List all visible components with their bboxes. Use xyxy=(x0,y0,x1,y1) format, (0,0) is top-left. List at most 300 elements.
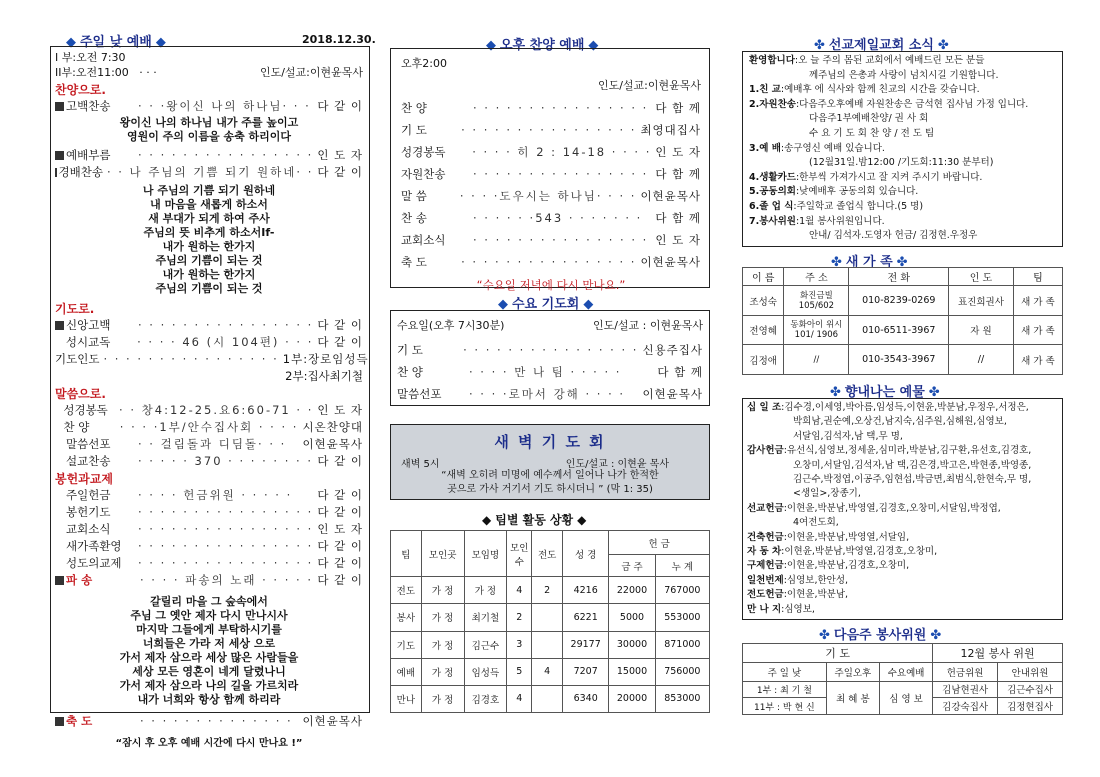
table-cell: 20000 xyxy=(609,685,655,712)
order-row xyxy=(55,334,363,351)
news-value: :주일학교 졸업식 합니다.(5 명) xyxy=(793,200,924,212)
newfamily-th: 인 도 xyxy=(949,268,1014,286)
news-key: 3.예 배 xyxy=(749,142,781,154)
diamond-icon: ◆ xyxy=(155,35,166,50)
news-line xyxy=(749,156,1058,171)
order-detail: · · · · · · · · · · · · · · · · xyxy=(473,233,649,247)
offering-key xyxy=(747,487,793,501)
table-cell xyxy=(532,604,563,631)
service-leader: 인도/설교:이현윤목사 xyxy=(259,66,363,79)
offering-value: <생일>,장종기, xyxy=(793,488,861,500)
offering-line xyxy=(747,487,1058,501)
lyric-line: 영원이 주의 이름을 송축 하리이다 xyxy=(126,130,292,143)
order-label: 봉헌기도 xyxy=(66,505,111,519)
news-line xyxy=(749,171,1058,186)
order-detail: · · · ·로마서 강해 · · · · xyxy=(469,387,626,401)
sunday-service-box xyxy=(50,46,370,749)
order-person: 인 도 자 xyxy=(317,522,363,536)
lyric-line: 너희들은 가라 저 세상 으로 xyxy=(142,637,276,650)
cross-icon: ✤ xyxy=(896,255,908,270)
offering-value: :이현윤,박분남,박영열,김경호,오창미, xyxy=(781,546,938,558)
table-cell: 가 정 xyxy=(464,577,507,604)
order-row xyxy=(397,339,703,361)
service-heading: 봉헌과교제 xyxy=(55,472,113,486)
service-time-1: I 부:오전 7:30 xyxy=(55,51,126,64)
offering-line xyxy=(747,603,1058,617)
word-heading: 말씀으로. xyxy=(55,387,106,401)
order-detail: · · · · · · · · · · · · · · · · xyxy=(473,167,649,181)
news-key xyxy=(749,127,809,142)
order-detail: · · ·왕이신 나의 하나님· · · xyxy=(138,99,311,113)
news-value: :다음주오후예배 자원찬송은 금석현 집사님 가정 입니다. xyxy=(795,98,1029,110)
th-count: 모인 수 xyxy=(507,531,532,577)
order-detail: · · · · · 370 · · · · · · · · xyxy=(138,454,313,468)
table-cell: 4 xyxy=(507,685,532,712)
newfamily-table xyxy=(742,267,1063,375)
order-person: 다 함 께 xyxy=(655,211,701,225)
th-total: 누 계 xyxy=(655,555,709,577)
news-line xyxy=(749,142,1058,157)
order-detail: · · · · · · · · · · · · · · · · xyxy=(138,318,314,332)
offering-value: 김근수,박정엽,이공주,임현섭,박금면,최범식,한현숙,무 명, xyxy=(793,474,1032,486)
wednesday-leader: 인도/설교 : 이현윤목사 xyxy=(592,319,703,332)
order-detail: · · · · · · · · · · · · · · · · xyxy=(103,352,279,366)
order-detail: · · · · 만 나 팀 · · · · · xyxy=(469,365,622,379)
volunteer-column: 주 일 낮 xyxy=(743,662,827,681)
lyric-line: 내가 너희와 항상 함께 하리라 xyxy=(137,693,281,706)
order-label: 찬 송 xyxy=(401,211,427,225)
news-value: 다음주1부예배찬양/ 권 사 회 xyxy=(809,113,929,125)
news-line xyxy=(749,54,1058,69)
cross-icon: ✤ xyxy=(937,38,949,53)
news-line xyxy=(749,229,1058,244)
vol-guide-1: 김근수집사 xyxy=(998,681,1063,698)
volunteers-columns xyxy=(743,662,1063,681)
table-cell: 김정애 xyxy=(743,345,784,375)
offering-value: :이현윤,박분남,박영열,서달임, xyxy=(783,531,910,543)
table-cell: 새 가 족 xyxy=(1013,315,1062,345)
afternoon-service-box xyxy=(390,48,710,292)
table-row xyxy=(743,315,1063,345)
order-row xyxy=(55,147,363,164)
diamond-icon: ◆ xyxy=(577,513,587,527)
order-detail: · · · ·도우시는 하나님· · · · xyxy=(459,189,637,203)
vol-guide-2: 김정현집사 xyxy=(998,698,1063,715)
offering-key: 건축헌금 xyxy=(747,531,784,543)
news-line xyxy=(749,200,1058,215)
table-cell xyxy=(532,685,563,712)
order-row xyxy=(401,163,701,185)
order-label: 찬 양 xyxy=(397,365,423,379)
service-time-2: II부:오전11:00 xyxy=(55,66,129,79)
offering-line xyxy=(747,531,1058,545)
news-value: :예배후 에 식사와 함께 친교의 시간을 갖습니다. xyxy=(780,84,980,96)
order-person: 다 같 이 xyxy=(317,488,363,502)
order-row xyxy=(401,251,701,273)
order-row xyxy=(55,419,363,436)
offering-line xyxy=(747,516,1058,530)
lyric-line: 세상 모든 영혼이 네게 달렸나니 xyxy=(132,665,286,678)
lyric-line: 왕이신 나의 하나님 내가 주를 높이고 xyxy=(119,116,299,129)
offering-line xyxy=(747,401,1058,415)
order-row xyxy=(55,453,363,470)
wednesday-time: 수요일(오후 7시30분) xyxy=(397,319,505,332)
order-person: 다 같 이 xyxy=(317,165,363,179)
order-detail: · · · · · · · · · · · · · · · · xyxy=(461,255,637,269)
table-cell: 3 xyxy=(507,631,532,658)
order-detail: · · · · · · · · · · · · · · · · xyxy=(138,148,314,162)
table-cell: 7207 xyxy=(563,658,609,685)
table-cell: 22000 xyxy=(609,577,655,604)
cross-icon: ✤ xyxy=(814,38,825,53)
news-key xyxy=(749,69,809,84)
th-leader: 모임명 xyxy=(464,531,507,577)
table-cell: 010-8239-0269 xyxy=(849,286,949,316)
table-cell: 전영혜 xyxy=(743,315,784,345)
order-row xyxy=(401,119,701,141)
order-person: 인 도 자 xyxy=(655,233,701,247)
order-row xyxy=(55,402,363,419)
order-person: 다 같 이 xyxy=(317,99,363,113)
table-row xyxy=(391,577,710,604)
table-cell: 6340 xyxy=(563,685,609,712)
order-row xyxy=(397,383,703,405)
offering-value: :이현윤,박분남, xyxy=(783,589,849,601)
section-title-sunday: ◆ 주일 낮 예배 ◆ xyxy=(66,35,166,50)
section-title-offering: ✤ 향내나는 예물 ✤ xyxy=(830,385,940,400)
offering-key xyxy=(747,415,793,429)
offering-key xyxy=(747,473,793,487)
newfamily-th: 이 름 xyxy=(743,268,784,286)
table-cell: 최기철 xyxy=(464,604,507,631)
order-detail: · · 걸림돌과 디딤돌· · · xyxy=(138,437,287,451)
order-label: 경배찬송 xyxy=(58,165,103,179)
table-cell: 기도 xyxy=(391,631,422,658)
cross-icon: ✤ xyxy=(830,385,841,400)
news-key xyxy=(749,229,809,244)
order-detail: · · · · · · · · · · · · · · · · xyxy=(138,522,314,536)
order-row xyxy=(55,351,369,368)
table-cell: 봉사 xyxy=(391,604,422,631)
cross-icon: ✤ xyxy=(831,255,842,270)
order-label: 말 씀 xyxy=(401,189,427,203)
offering-value: 서달임,김석자,남 택,무 명, xyxy=(793,430,903,442)
table-cell: 가 정 xyxy=(421,658,464,685)
offering-line xyxy=(747,545,1058,559)
order-person: 다 같 이 xyxy=(317,454,363,468)
section-title-teams: ◆ 팀별 활동 상황 ◆ xyxy=(482,513,587,527)
dawn-title: 새 벽 기 도 회 xyxy=(494,433,606,451)
order-detail: · · · · · ·543 · · · · · · · xyxy=(473,211,643,225)
closing-note: “잠시 후 오후 예배 시간에 다시 만나요 !” xyxy=(115,738,303,749)
order-row xyxy=(397,361,703,383)
th-offering: 헌 금 xyxy=(609,531,710,555)
section-title-wednesday: ◆ 수요 기도회 ◆ xyxy=(498,297,594,312)
order-label: 신앙고백 xyxy=(66,318,111,332)
offering-line xyxy=(747,430,1058,444)
news-lines xyxy=(749,54,1058,244)
table-cell: 표진희권사 xyxy=(949,286,1014,316)
news-value: :송구영신 예배 있습니다. xyxy=(780,142,885,154)
table-row xyxy=(743,345,1063,375)
order-person: 다 같 이 xyxy=(317,505,363,519)
order-label: 주일헌금 xyxy=(66,488,111,502)
vol-offering-1: 김남현권사 xyxy=(933,681,998,698)
lyric-line: 새 부대가 되게 하여 주사 xyxy=(148,212,270,225)
table-row xyxy=(391,658,710,685)
order-label: 성도의교제 xyxy=(66,556,122,570)
news-value: 안내/ 김석자.도영자 헌금/ 김정현.우정우 xyxy=(809,230,978,242)
table-cell: 예배 xyxy=(391,658,422,685)
square-icon xyxy=(55,717,64,726)
order-row xyxy=(401,97,701,119)
offering-value: :이현윤,박분남,김경호,오창미, xyxy=(783,560,910,572)
table-cell: 853000 xyxy=(655,685,709,712)
prayer-items xyxy=(55,317,369,368)
diamond-icon: ◆ xyxy=(486,38,496,53)
prayer-leader-2: 2부:집사최기철 xyxy=(285,369,363,383)
news-value: :한부씩 가져가시고 잘 지켜 주시기 바랍니다. xyxy=(795,171,983,183)
news-value: :낮예배후 공동의회 있습니다. xyxy=(795,186,919,198)
order-person: 최영대집사 xyxy=(640,123,701,137)
table-cell: 29177 xyxy=(563,631,609,658)
table-cell: 동화아이 위시101/ 1906 xyxy=(784,315,849,345)
th-bible: 성 경 xyxy=(563,531,609,577)
table-cell: 15000 xyxy=(609,658,655,685)
dawn-leader: 인도/설교 : 이현윤 목사 xyxy=(565,459,669,470)
square-icon xyxy=(55,321,64,330)
news-value: (12월31일.밤12:00 /기도회:11:30 분부터) xyxy=(809,157,994,169)
order-person: 다 함 께 xyxy=(655,101,701,115)
table-cell: 화진금빌 105/602 xyxy=(784,286,849,316)
lyrics-1 xyxy=(55,116,363,144)
order-person: 인 도 자 xyxy=(317,403,363,417)
table-cell: 5 xyxy=(507,658,532,685)
table-cell: 767000 xyxy=(655,577,709,604)
offering-line xyxy=(747,415,1058,429)
section-title-newfamily: ✤ 새 가 족 ✤ xyxy=(831,255,908,270)
offering-line xyxy=(747,574,1058,588)
praise-items xyxy=(55,98,363,115)
order-person: 다 같 이 xyxy=(317,556,363,570)
news-key: 1.친 교 xyxy=(749,84,781,96)
newfamily-th: 팀 xyxy=(1013,268,1062,286)
offering-key xyxy=(747,516,793,530)
order-person: 다 같 이 xyxy=(317,335,363,349)
order-label: 기도인도 xyxy=(55,352,100,366)
lyric-line: 주님의 기쁨이 되는 것 xyxy=(155,282,263,295)
order-person: 시온찬양대 xyxy=(302,420,363,434)
offering-key: 만 나 지 xyxy=(747,603,782,615)
table-cell: 임성득 xyxy=(464,658,507,685)
afternoon-time: 오후2:00 xyxy=(401,57,447,70)
lyric-line: 내가 원하는 한가지 xyxy=(162,240,256,253)
lyric-line: 주님의 뜻 비추게 하소서If- xyxy=(143,226,275,239)
order-row xyxy=(55,317,363,334)
news-line xyxy=(749,98,1058,113)
news-key xyxy=(749,156,809,171)
order-label: 기 도 xyxy=(397,343,423,357)
news-line xyxy=(749,185,1058,200)
order-detail: · · · · · · · · · · · · · · · · xyxy=(461,123,637,137)
offering-value: 오창미,서달임,김석자,남 택,김은경,박고은,박현종,박영종, xyxy=(793,459,1032,471)
order-detail: · · · · · · · · · · · · · · · · xyxy=(463,343,639,357)
lyrics-3 xyxy=(55,595,363,707)
order-detail: · · 나 주님의 기쁨 되기 원하네· · xyxy=(106,165,314,179)
table-cell: 30000 xyxy=(609,631,655,658)
order-person: 이현윤목사 xyxy=(640,255,701,269)
order-label: 찬 양 xyxy=(401,101,427,115)
lyric-line: 주님 그 옛안 제자 다시 만나시사 xyxy=(130,609,288,622)
newfamily-body xyxy=(743,286,1063,375)
table-cell: 전도 xyxy=(391,577,422,604)
table-row xyxy=(743,286,1063,316)
table-cell xyxy=(532,631,563,658)
service-items xyxy=(55,487,363,572)
order-label: 성경봉독 xyxy=(63,403,108,417)
news-key: 4.생활카드 xyxy=(749,171,796,183)
order-label: 예배부름 xyxy=(66,148,111,162)
dawn-verse-1: “새벽 오히려 미명에 예수께서 일어나 나가 한적한 xyxy=(441,470,659,481)
news-value: 께주님의 은총과 사랑이 넘치시길 기원합니다. xyxy=(809,69,999,81)
offering-value: :심영보, xyxy=(781,603,815,615)
newfamily-th: 주 소 xyxy=(784,268,849,286)
wednesday-service-box xyxy=(390,310,710,406)
order-label: 자원찬송 xyxy=(401,167,446,181)
section-title-volunteers: ✤ 다음주 봉사위원 ✤ xyxy=(819,628,942,643)
order-detail: · · · ·1부/안수집사회 · · · · xyxy=(119,420,299,434)
order-detail: · · · · · · · · · · · · · · · · xyxy=(473,101,649,115)
table-cell: // xyxy=(949,345,1014,375)
news-key: 5.공동의회 xyxy=(749,186,796,198)
prayer-heading: 기도로. xyxy=(55,302,95,316)
section-title-afternoon: ◆ 오후 찬양 예배 ◆ xyxy=(486,38,599,53)
teams-table xyxy=(390,530,710,713)
order-row xyxy=(401,207,701,229)
table-cell: 가 정 xyxy=(421,631,464,658)
news-key: 2.자원찬송 xyxy=(749,98,796,110)
table-row xyxy=(391,631,710,658)
volunteers-table xyxy=(742,643,1063,715)
diamond-icon: ◆ xyxy=(588,38,599,53)
offering-line xyxy=(747,444,1058,458)
table-cell: 6221 xyxy=(563,604,609,631)
offering-line xyxy=(747,473,1058,487)
lyric-line: 가서 제자 삼으라 세상 많은 사람들을 xyxy=(119,651,299,664)
order-row xyxy=(55,487,363,504)
newfamily-header xyxy=(743,268,1063,286)
offering-lines xyxy=(747,401,1058,617)
order-row xyxy=(401,185,701,207)
praise-heading: 찬양으로. xyxy=(55,83,106,97)
cross-icon: ✤ xyxy=(928,385,940,400)
news-key: 환영합니다 xyxy=(749,55,795,66)
order-detail: · · · · · · · · · · · · · · · · xyxy=(138,505,314,519)
table-row xyxy=(391,685,710,712)
offering-value: :유선식,심영보,정세윤,심미라,박분남,김구환,유선호,김경호, xyxy=(783,445,1032,457)
lyric-line: 마지막 그들에게 부탁하시기를 xyxy=(136,623,282,636)
benediction-row: 축 도 · · · · · · · · · · · · · · 이현윤목사 xyxy=(55,713,363,730)
th-week: 금 주 xyxy=(609,555,655,577)
order-detail: · · · · 히 2 : 14-18 · · · · xyxy=(472,145,652,159)
order-label: 설교찬송 xyxy=(66,454,111,468)
th-place: 모인곳 xyxy=(421,531,464,577)
teams-body xyxy=(391,577,710,713)
news-value: 수 요 기 도 회 찬 양 / 전 도 팀 xyxy=(809,127,935,139)
dawn-time: 새벽 5시 xyxy=(401,459,440,470)
news-line xyxy=(749,215,1058,230)
vol-head-month: 12월 봉사 위원 xyxy=(933,644,1063,663)
vol-wednesday: 심 영 보 xyxy=(879,681,932,714)
order-label: 말씀선포 xyxy=(397,387,442,401)
table-cell: 4216 xyxy=(563,577,609,604)
offering-key: 감사헌금 xyxy=(747,445,784,457)
order-label: 교회소식 xyxy=(66,522,111,536)
news-line xyxy=(749,83,1058,98)
order-person: 이현윤목사 xyxy=(640,189,701,203)
offering-key: 자 동 차 xyxy=(747,546,782,558)
order-person: 다 같 이 xyxy=(317,318,363,332)
diamond-icon: ◆ xyxy=(498,297,508,312)
news-key: 6.졸 업 식 xyxy=(749,200,794,212)
news-line xyxy=(749,69,1058,84)
order-label: 찬 양 xyxy=(63,420,90,434)
order-label: 말씀선포 xyxy=(66,437,111,451)
dawn-verse-2: 곳으로 가사 거기서 기도 하시더니 ” (막 1: 35) xyxy=(447,484,653,495)
table-cell: 4 xyxy=(532,658,563,685)
table-cell: 010-3543-3967 xyxy=(849,345,949,375)
table-cell: 가 정 xyxy=(421,577,464,604)
table-cell: 자 원 xyxy=(949,315,1014,345)
table-cell: 2 xyxy=(532,577,563,604)
offering-value: 4여전도회, xyxy=(793,517,839,529)
square-icon xyxy=(55,102,64,111)
vol-afternoon: 최 혜 봉 xyxy=(826,681,879,714)
order-detail: · · · · · · · · · · · · · · · · xyxy=(138,539,314,553)
lyric-line: 갈릴리 마을 그 숲속에서 xyxy=(150,595,268,608)
order-label: 성시교독 xyxy=(65,335,111,349)
th-team: 팀 xyxy=(391,531,422,577)
offering-line xyxy=(747,588,1058,602)
offering-key: 일천번제 xyxy=(747,574,784,586)
vol-sun-2: 11부 : 박 현 신 xyxy=(743,698,827,715)
volunteer-column: 수요예배 xyxy=(879,662,932,681)
lyric-line: 내가 원하는 한가지 xyxy=(162,268,256,281)
order-row xyxy=(55,504,363,521)
table-cell: 871000 xyxy=(655,631,709,658)
offering-value: 박희남,권순예,오상건,남지숙,심주원,심해원,심영보, xyxy=(793,416,1007,428)
order-label: 성경봉독 xyxy=(401,145,446,159)
order-person: 이현윤목사 xyxy=(642,387,703,401)
news-value: :1월 봉사위원입니다. xyxy=(795,215,885,227)
order-person: 1부:장로임성득 xyxy=(282,352,369,366)
order-row xyxy=(55,436,363,453)
square-icon xyxy=(55,151,64,160)
table-cell: 553000 xyxy=(655,604,709,631)
order-label: 기 도 xyxy=(401,123,427,137)
diamond-icon: ◆ xyxy=(482,513,492,527)
vol-head-prayer: 기 도 xyxy=(743,644,933,663)
news-line xyxy=(749,127,1058,142)
lyric-line: 주님의 기쁨이 되는 것 xyxy=(155,254,263,267)
table-cell: 만나 xyxy=(391,685,422,712)
order-row xyxy=(401,229,701,251)
offering-line xyxy=(747,502,1058,516)
offering-key: 선교헌금 xyxy=(747,502,784,514)
table-cell: 010-6511-3967 xyxy=(849,315,949,345)
table-cell: 가 정 xyxy=(421,604,464,631)
table-cell: 김근수 xyxy=(464,631,507,658)
